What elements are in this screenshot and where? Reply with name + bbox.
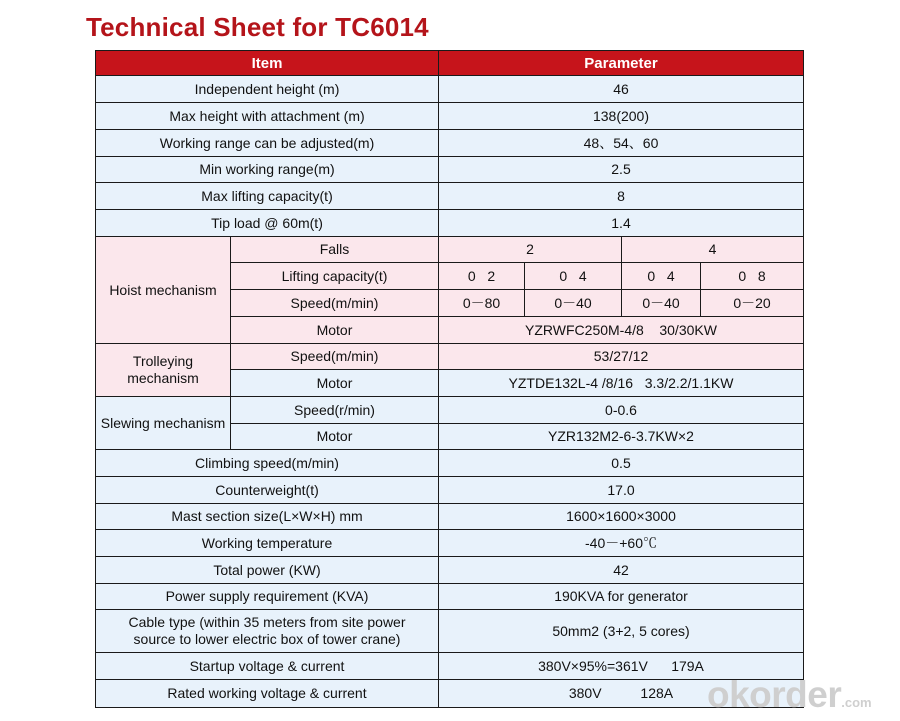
row-label-power-supply: Power supply requirement (KVA) [95, 584, 439, 610]
row-value-working-range-adj: 48、54、60 [439, 130, 804, 157]
row-label-rated-voltage: Rated working voltage & current [95, 680, 439, 708]
hoist-motor-value: YZRWFC250M-4/8 30/30KW [439, 317, 804, 344]
row-value-mast-section: 1600×1600×3000 [439, 504, 804, 530]
slewing-speed-label: Speed(r/min) [231, 397, 439, 424]
trolleying-motor-label: Motor [231, 370, 439, 397]
hoist-falls-2: 2 [439, 237, 622, 263]
hoist-falls-4: 4 [622, 237, 804, 263]
slewing-speed-value: 0-0.6 [439, 397, 804, 424]
row-value-working-temp: -40－+60℃ [439, 530, 804, 557]
hoist-speed-value: 0－20 [701, 290, 804, 317]
row-label-working-range-adj: Working range can be adjusted(m) [95, 130, 439, 157]
page-title: Technical Sheet for TC6014 [86, 12, 429, 42]
group-slewing-mechanism: Slewing mechanism [95, 397, 231, 450]
okorder-watermark [707, 674, 887, 714]
group-trolleying-mechanism: Trolleying mechanism [95, 344, 231, 397]
hoist-speed-value: 0－40 [525, 290, 622, 317]
row-value-independent-height: 46 [439, 76, 804, 103]
row-label-mast-section: Mast section size(L×W×H) mm [95, 504, 439, 530]
trolleying-speed-value: 53/27/12 [439, 344, 804, 370]
slewing-motor-value: YZR132M2-6-3.7KW×2 [439, 424, 804, 450]
group-hoist-mechanism: Hoist mechanism [95, 237, 231, 344]
row-label-max-lifting: Max lifting capacity(t) [95, 183, 439, 210]
watermark-brand: okorder [707, 674, 842, 715]
row-label-max-height: Max height with attachment (m) [95, 103, 439, 130]
row-value-startup-voltage: 380V×95%=361V 179A [439, 653, 804, 680]
row-label-independent-height: Independent height (m) [95, 76, 439, 103]
hoist-speed-value: 0－80 [439, 290, 525, 317]
row-label-counterweight: Counterweight(t) [95, 477, 439, 504]
row-label-working-temp: Working temperature [95, 530, 439, 557]
row-label-cable-type: Cable type (within 35 meters from site power source to lower electric box of tower crane) [95, 610, 439, 653]
row-label-climbing-speed: Climbing speed(m/min) [95, 450, 439, 477]
row-value-rated-voltage: 380V 128A [439, 680, 804, 708]
row-label-startup-voltage: Startup voltage & current [95, 653, 439, 680]
watermark-suffix: .com [841, 695, 872, 710]
technical-sheet-table [95, 50, 804, 708]
header-item: Item [95, 50, 439, 76]
row-label-total-power: Total power (KW) [95, 557, 439, 584]
hoist-lifting-capacity-value: 0 4 [622, 263, 701, 290]
row-value-max-lifting: 8 [439, 183, 804, 210]
row-value-tip-load: 1.4 [439, 210, 804, 237]
hoist-lifting-capacity-label: Lifting capacity(t) [231, 263, 439, 290]
slewing-motor-label: Motor [231, 424, 439, 450]
trolleying-speed-label: Speed(m/min) [231, 344, 439, 370]
hoist-speed-label: Speed(m/min) [231, 290, 439, 317]
header-parameter: Parameter [439, 50, 804, 76]
hoist-lifting-capacity-value: 0 4 [525, 263, 622, 290]
hoist-lifting-capacity-value: 0 8 [701, 263, 804, 290]
row-value-total-power: 42 [439, 557, 804, 584]
hoist-speed-value: 0－40 [622, 290, 701, 317]
row-label-min-working-range: Min working range(m) [95, 157, 439, 183]
row-label-tip-load: Tip load @ 60m(t) [95, 210, 439, 237]
row-value-climbing-speed: 0.5 [439, 450, 804, 477]
row-value-max-height: 138(200) [439, 103, 804, 130]
hoist-motor-label: Motor [231, 317, 439, 344]
trolleying-motor-value: YZTDE132L-4 /8/16 3.3/2.2/1.1KW [439, 370, 804, 397]
hoist-lifting-capacity-value: 0 2 [439, 263, 525, 290]
hoist-falls-label: Falls [231, 237, 439, 263]
row-value-cable-type: 50mm2 (3+2, 5 cores) [439, 610, 804, 653]
row-value-min-working-range: 2.5 [439, 157, 804, 183]
row-value-counterweight: 17.0 [439, 477, 804, 504]
row-value-power-supply: 190KVA for generator [439, 584, 804, 610]
